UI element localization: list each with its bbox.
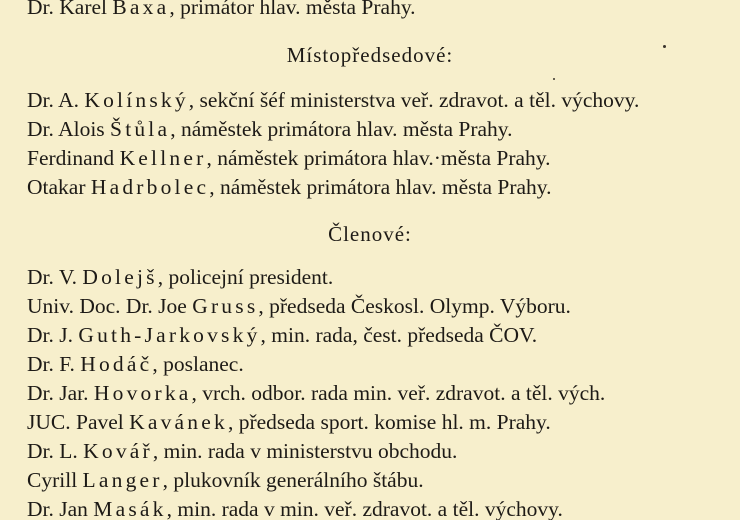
person-surname: Baxa [112,0,170,19]
person-surname: Hovorka [93,381,192,405]
person-surname: Masák [93,497,167,520]
person-role: , min. rada, čest. předseda ČOV. [260,323,538,347]
person-surname: Langer [82,468,163,492]
person-role: , primátor hlav. města Prahy. [169,0,416,19]
person-surname: Gruss [192,294,259,318]
person-role: , předseda sport. komise hl. m. Prahy. [227,410,551,434]
person-surname: Štůla [110,117,171,141]
person-name: Univ. Doc. Dr. Joe [27,294,187,318]
heading-members: Členové: [328,222,412,246]
person-surname: Hadrbolec [90,175,210,199]
entry-vice-3 [27,145,551,171]
person-surname: Kolínský [84,88,189,112]
person-role: , poslanec. [152,352,244,376]
person-role: , předseda Českosl. Olymp. Výboru. [258,294,571,318]
person-name: Dr. F. [27,352,75,376]
person-name: JUC. Pavel [27,410,124,434]
person-role: , vrch. odbor. rada min. veř. zdravot. a těl. vých. [191,381,606,405]
paper-speck [553,78,555,80]
entry-member-4 [27,351,244,377]
person-role: , min. rada v ministerstvu obchodu. [152,439,458,463]
person-name: Dr. A. [27,88,79,112]
person-surname: Kellner [119,146,207,170]
entry-member-2 [27,293,571,319]
person-role: , min. rada v min. veř. zdravot. a těl. výchovy. [166,497,563,520]
person-name: Otakar [27,175,86,199]
entry-member-8 [27,467,424,493]
entry-member-6 [27,409,551,435]
person-role: , policejní president. [157,265,334,289]
entry-vice-2 [27,116,513,142]
entry-member-9 [27,496,563,520]
entry-vice-1 [27,87,639,113]
entry-member-5 [27,380,605,406]
person-surname: Hodáč [80,352,153,376]
person-role: , náměstek primátora hlav. města Prahy. [170,117,513,141]
heading-vice-chairmen: Místopředsedové: [286,43,454,67]
entry-member-7 [27,438,457,464]
person-name: Dr. J. [27,323,73,347]
person-surname: Kovář [83,439,153,463]
person-name: Dr. Alois [27,117,105,141]
person-surname: Guth-Jarkovský [78,323,261,347]
person-name: Dr. Jan [27,497,88,520]
entry-member-3 [27,322,537,348]
entry-vice-4 [27,174,552,200]
person-role: , sekční šéf ministerstva veř. zdravot. a těl. výchovy. [188,88,640,112]
person-surname: Dolejš [82,265,158,289]
person-role: , plukovník generálního štábu. [162,468,424,492]
person-name: Ferdinand [27,146,115,170]
person-surname: Kavánek [129,410,228,434]
top-line [27,0,416,20]
entry-member-1 [27,264,333,290]
person-name: Dr. V. [27,265,77,289]
person-name: Dr. Karel [27,0,107,19]
person-name: Dr. Jar. [27,381,89,405]
person-role: , náměstek primátora hlav.·města Prahy. [206,146,551,170]
person-role: , náměstek primátora hlav. města Prahy. [209,175,552,199]
person-name: Dr. L. [27,439,78,463]
paper-speck [663,45,666,48]
person-name: Cyrill [27,468,78,492]
